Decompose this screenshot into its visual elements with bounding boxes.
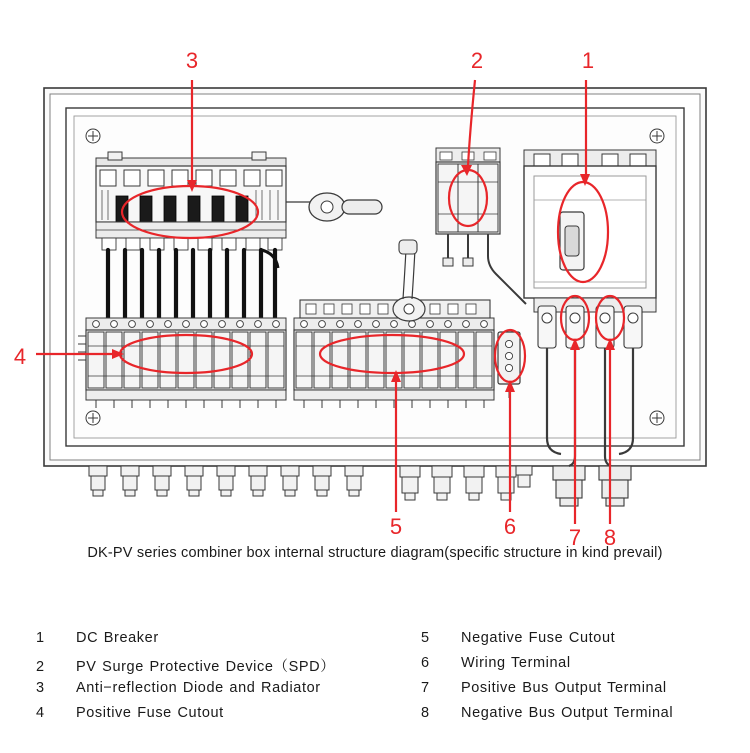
legend-label: DC Breaker xyxy=(76,630,159,646)
legend xyxy=(0,630,750,730)
output-cable-glands xyxy=(553,466,631,506)
legend-label: Anti−reflection Diode and Radiator xyxy=(76,680,321,696)
diagram-caption: DK-PV series combiner box internal structure diagram(specific structure in kind prevail) xyxy=(87,545,663,561)
legend-column-right xyxy=(375,630,750,730)
callout-number-5: 5 xyxy=(389,514,403,539)
callout-number-4: 4 xyxy=(13,344,27,369)
legend-label: Negative Fuse Cutout xyxy=(461,630,616,646)
legend-label: Wiring Terminal xyxy=(461,655,571,671)
callout-number-6: 6 xyxy=(503,514,517,539)
callout-number-2: 2 xyxy=(470,48,484,73)
legend-item-1 xyxy=(36,630,375,655)
legend-number: 8 xyxy=(421,705,430,721)
legend-item-6 xyxy=(421,655,750,680)
legend-number: 2 xyxy=(36,659,45,675)
legend-label: PV Surge Protective Device（SPD） xyxy=(76,659,336,675)
callout-number-8: 8 xyxy=(603,525,617,550)
legend-number: 4 xyxy=(36,705,45,721)
legend-label: Positive Fuse Cutout xyxy=(76,705,224,721)
legend-label: Negative Bus Output Terminal xyxy=(461,705,674,721)
legend-item-2 xyxy=(36,655,375,680)
negative-fuse-cutout-row xyxy=(294,318,494,408)
callout-number-7: 7 xyxy=(568,525,582,550)
legend-number: 5 xyxy=(421,630,430,646)
legend-column-left xyxy=(0,630,375,730)
legend-number: 3 xyxy=(36,680,45,696)
callout-number-3: 3 xyxy=(185,48,199,73)
legend-item-3 xyxy=(36,680,375,705)
callout-number-1: 1 xyxy=(581,48,595,73)
legend-number: 6 xyxy=(421,655,430,671)
legend-item-4 xyxy=(36,705,375,730)
legend-number: 1 xyxy=(36,630,45,646)
legend-item-5 xyxy=(421,630,750,655)
cable-glands-row xyxy=(89,466,631,506)
legend-label: Positive Bus Output Terminal xyxy=(461,680,667,696)
positive-fuse-cutout-row xyxy=(78,318,286,408)
legend-item-8 xyxy=(421,705,750,730)
legend-item-7 xyxy=(421,680,750,705)
legend-number: 7 xyxy=(421,680,430,696)
